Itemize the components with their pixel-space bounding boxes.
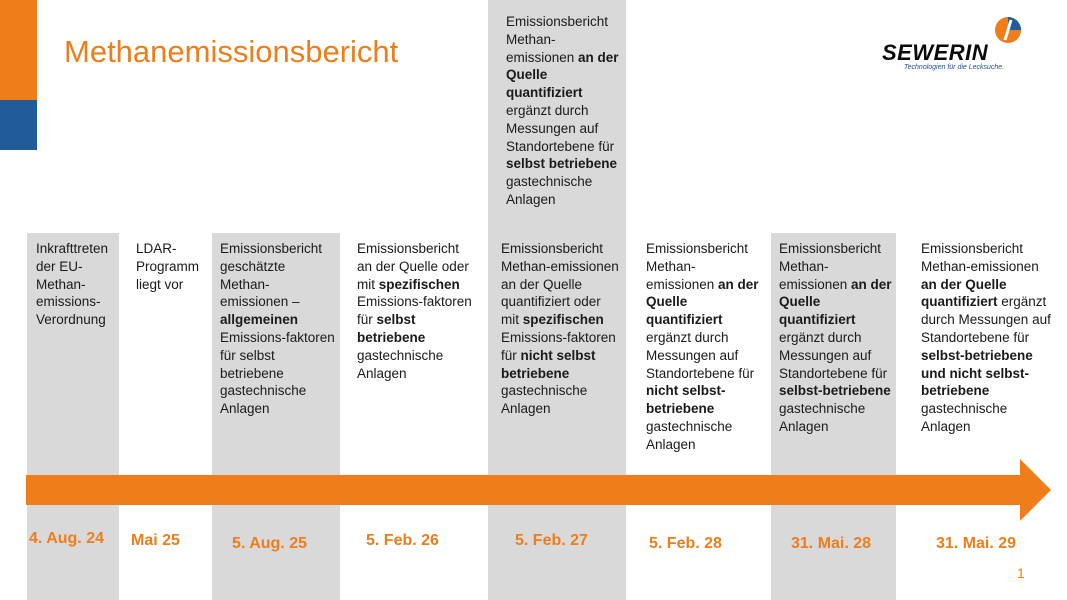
accent-bar-blue [0,100,37,150]
bold-text-segment: an der Quelle quantifiziert [506,49,619,101]
text-segment: ergänzt durch Messungen auf Standortebene für [506,102,615,154]
logo-wordmark: SEWERIN [882,40,989,65]
logo-tagline: Technologien für die Lecksuche. [904,64,1005,71]
milestone-date-3: 5. Aug. 25 [232,535,307,552]
milestone-date-1: 4. Aug. 24 [29,530,104,547]
milestone-date-8: 31. Mai. 29 [936,535,1017,552]
bold-text-segment: an der Quelle quantifiziert [646,276,759,328]
text-segment: Emissionsbericht Methan-emissionen an der Quelle quantifiziert oder mit [501,241,619,328]
text-segment: gastechnische Anlagen [646,418,733,452]
text-segment: ergänzt durch Messungen auf Standortebene für [646,329,755,381]
bold-text-segment: an der Quelle quantifiziert [921,276,1007,310]
milestone-text-5 [501,240,619,418]
milestone-date-6: 5. Feb. 28 [649,535,722,552]
bold-text-segment: selbst-betriebene [779,383,891,399]
milestone-date-5: 5. Feb. 27 [515,532,588,549]
bold-text-segment: selbst-betriebene und nicht selbst-betriebene [921,347,1033,399]
milestone-date-2: Mai 25 [131,532,180,549]
milestone-text-1 [36,240,116,329]
bold-text-segment: nicht selbst betriebene [501,347,596,381]
sewerin-logo [880,16,1040,76]
text-segment: gastechnische Anlagen [506,174,593,207]
text-segment: gastechnische Anlagen [357,347,444,381]
bold-text-segment: spezifischen [522,312,604,328]
text-segment: Emissionsbericht Methan-emissionen [506,14,609,65]
milestone-text-2 [136,240,208,293]
milestone-date-4: 5. Feb. 26 [366,532,439,549]
milestone-text-3 [220,240,336,418]
milestone-date-7: 31. Mai. 28 [791,535,872,552]
accent-bar-orange [0,0,37,100]
text-segment: Emissions-faktoren für [501,329,616,363]
text-segment: Emissionsbericht Methan-emissionen [646,241,749,292]
text-segment: gastechnische Anlagen [779,401,866,434]
text-segment: Emissionsbericht Methan-emissionen [921,241,1039,274]
text-segment: ergänzt durch Messungen auf Standortebene für [921,294,1051,345]
bold-text-segment: selbst betriebene [357,312,426,345]
bold-text-segment: selbst betriebene [506,156,618,172]
milestone-text-4 [357,240,472,382]
bold-text-segment: nicht selbst-betriebene [646,383,726,417]
page-number: 1 [1017,565,1025,581]
milestone-text-7 [779,240,893,436]
text-segment: Inkrafttreten der EU-Methan-emissions-Verordnung [36,241,109,328]
text-segment: Emissionsbericht an der Quelle oder mit [357,241,469,292]
text-segment: LDAR-Programm liegt vor [136,241,200,292]
text-segment: gastechnische Anlagen [921,401,1008,434]
text-segment: Emissions-faktoren für [357,294,472,328]
milestone-text-6 [646,240,762,454]
text-segment: Emissions-faktoren für selbst betriebene gastechnische Anlagen [220,329,335,417]
text-segment: Emissionsbericht Methan-emissionen [779,241,882,292]
slide-title: Methanemissionsbericht [64,34,399,69]
timeline-arrow [26,459,1051,521]
top-note-text [506,13,621,209]
text-segment: gastechnische Anlagen [501,383,588,417]
bold-text-segment: an der Quelle quantifiziert [779,276,892,328]
bold-text-segment: allgemeinen [220,312,299,328]
logo-flame-icon [994,16,1022,44]
text-segment: ergänzt durch Messungen auf Standortebene für [779,329,888,381]
milestone-text-8 [921,240,1051,436]
bold-text-segment: spezifischen [378,276,460,292]
text-segment: Emissionsbericht geschätzte Methan-emissionen – [220,241,323,310]
